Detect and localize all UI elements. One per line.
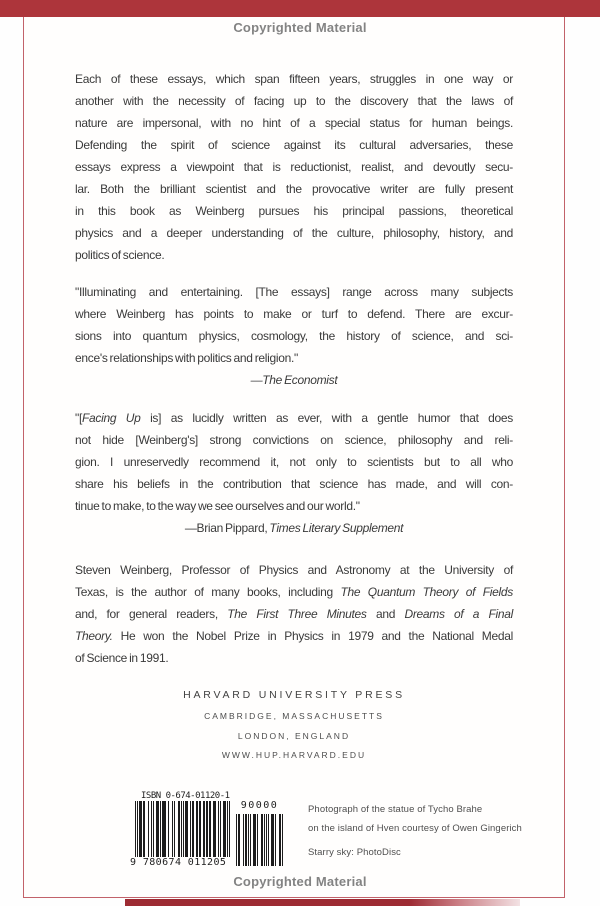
publisher-location-london: LONDON, ENGLAND [237, 731, 351, 741]
photo-credit-line: on the island of Hven courtesy of Owen Gingerich [308, 823, 522, 834]
copyrighted-material-top: Copyrighted Material [233, 20, 367, 35]
review-quote-economist-text: "Illuminating and entertaining. [The essays] range across many subjects where Weinberg has points to make or turf to defend. There are excur- sions into quantum physics, cosmology, the history of science, and sci- ence's relationships with politics and religion." [75, 285, 513, 365]
review-attribution-pippard: —Brian Pippard, Times Literary Supplement [184, 521, 404, 535]
publisher-location-cambridge: CAMBRIDGE, MASSACHUSETTS [204, 711, 384, 721]
review-quote-economist [75, 281, 513, 391]
copyrighted-material-bottom: Copyrighted Material [233, 874, 367, 889]
review-attribution-economist: —The Economist [250, 373, 338, 387]
photo-credit-line: Photograph of the statue of Tycho Brahe [308, 804, 483, 815]
barcode-supplement [236, 814, 283, 866]
description-paragraph: Each of these essays, which span fifteen years, struggles in one way or another with the necessity of facing up to the discovery that the laws of nature are impersonal, with no hint of a special status for human beings. Defending the spirit of science against its cultural adversaries, these essays express a viewpoint that is reductionist, realist, and devoutly secu- lar. Both the brilliant scientist and the provocative writer are fully present in this book as Weinberg pursues his principal passions, theoretical physics and a deeper understanding of the culture, philosophy, history, and politics of science. [75, 72, 513, 262]
book-top-edge [0, 0, 600, 17]
review-quote-pippard [75, 407, 513, 539]
book-bottom-edge [125, 899, 520, 906]
review-quote-pippard-text: "[Facing Up is] as lucidly written as ever, with a gentle humor that does not hide [Weinberg's] strong convictions on science, philosophy and reli- gion. I unreservedly recommend it, not only to scientists but to all who share his beliefs in the contribution that science has made, and will con- tinue to make, to the way we see ourselves and our world." [75, 411, 513, 513]
ean-barcode [135, 801, 230, 857]
isbn-number-label: ISBN 0-674-01120-1 [141, 791, 230, 801]
barcode-supplement-digits: 90000 [240, 800, 279, 811]
publisher-name: HARVARD UNIVERSITY PRESS [183, 689, 405, 701]
author-bio-paragraph: Steven Weinberg, Professor of Physics and Astronomy at the University of Texas, is the author of many books, including The Quantum Theory of Fields and, for general readers, The First Three Minutes and Dreams of a Final Theory. He won the Nobel Prize in Physics in 1979 and the National Medal of Science in 1991. [75, 563, 513, 665]
ean-barcode-digits: 9 780674 011205 [130, 857, 227, 868]
photo-credit-line: Starry sky: PhotoDisc [308, 847, 401, 858]
photo-credits [308, 800, 538, 862]
publisher-website: WWW.HUP.HARVARD.EDU [221, 750, 367, 760]
